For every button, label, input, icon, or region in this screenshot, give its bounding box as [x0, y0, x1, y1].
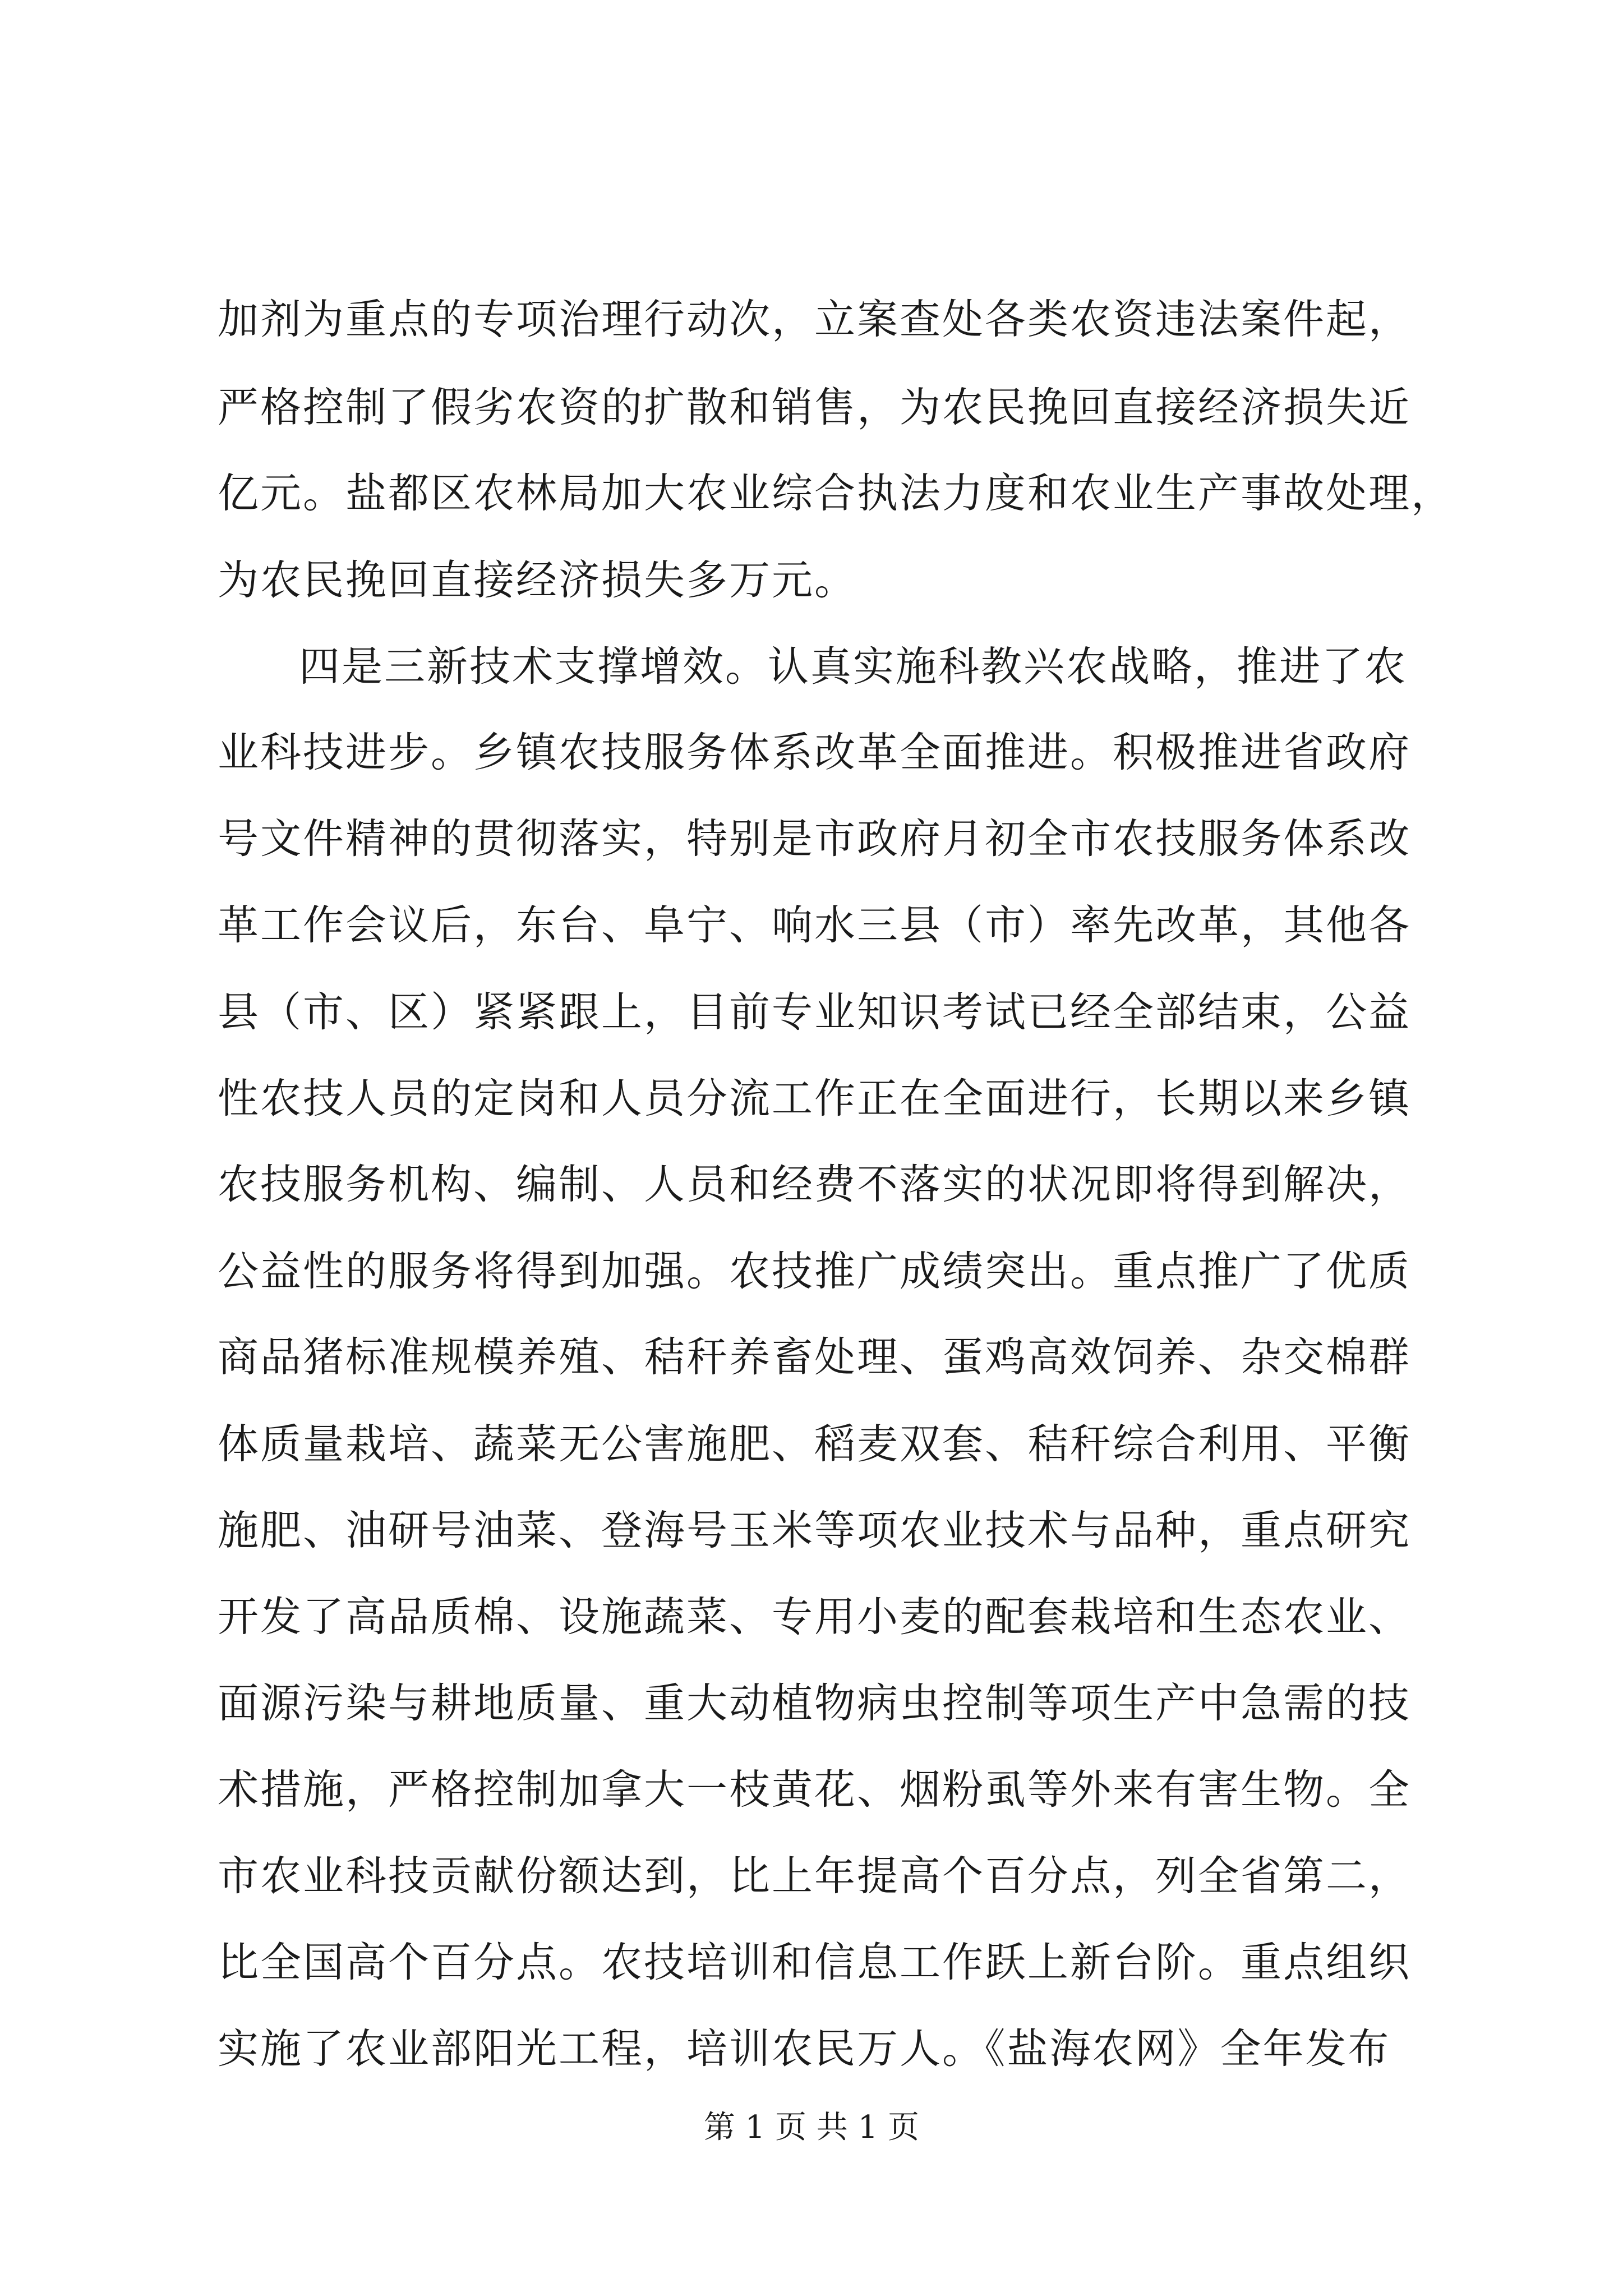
text-line: 面源污染与耕地质量、重大动植物病虫控制等项生产中急需的技 [218, 1680, 1411, 1727]
text-line: 县（市、区）紧紧跟上，目前专业知识考试已经全部结束，公益 [218, 988, 1411, 1036]
text-line: 术措施，严格控制加拿大一枝黄花、烟粉虱等外来有害生物。全 [218, 1766, 1411, 1814]
page-number-footer: 第 1 页 共 1 页 [703, 2109, 920, 2146]
text-line: 业科技进步。乡镇农技服务体系改革全面推进。积极推进省政府 [218, 729, 1411, 776]
text-line: 严格控制了假劣农资的扩散和销售，为农民挽回直接经济损失近 [218, 384, 1411, 431]
text-line: 公益性的服务将得到加强。农技推广成绩突出。重点推广了优质 [218, 1248, 1411, 1295]
text-line: 开发了高品质棉、设施蔬菜、专用小麦的配套栽培和生态农业、 [218, 1593, 1411, 1641]
text-line: 为农民挽回直接经济损失多万元。 [218, 556, 857, 604]
text-line: 市农业科技贡献份额达到，比上年提高个百分点，列全省第二， [218, 1852, 1411, 1900]
text-line: 亿元。盐都区农林局加大农业综合执法力度和农业生产事故处理， [218, 470, 1454, 517]
text-line: 号文件精神的贯彻落实，特别是市政府月初全市农技服务体系改 [218, 815, 1411, 863]
text-line: 体质量栽培、蔬菜无公害施肥、稻麦双套、秸秆综合利用、平衡 [218, 1420, 1411, 1468]
text-line: 施肥、油研号油菜、登海号玉米等项农业技术与品种，重点研究 [218, 1507, 1411, 1554]
paragraph-first-line: 四是三新技术支撑增效。认真实施科教兴农战略，推进了农 [299, 643, 1407, 691]
text-line: 比全国高个百分点。农技培训和信息工作跃上新台阶。重点组织 [218, 1939, 1411, 1986]
text-line: 商品猪标准规模养殖、秸秆养畜处理、蛋鸡高效饲养、杂交棉群 [218, 1333, 1411, 1381]
text-line: 加剂为重点的专项治理行动次，立案查处各类农资违法案件起， [218, 296, 1411, 343]
text-line: 革工作会议后，东台、阜宁、响水三县（市）率先改革，其他各 [218, 901, 1411, 949]
text-line: 性农技人员的定岗和人员分流工作正在全面进行，长期以来乡镇 [218, 1075, 1411, 1122]
text-line: 实施了农业部阳光工程，培训农民万人。《盐海农网》全年发布 [218, 2025, 1391, 2073]
text-line: 农技服务机构、编制、人员和经费不落实的状况即将得到解决， [218, 1161, 1411, 1208]
